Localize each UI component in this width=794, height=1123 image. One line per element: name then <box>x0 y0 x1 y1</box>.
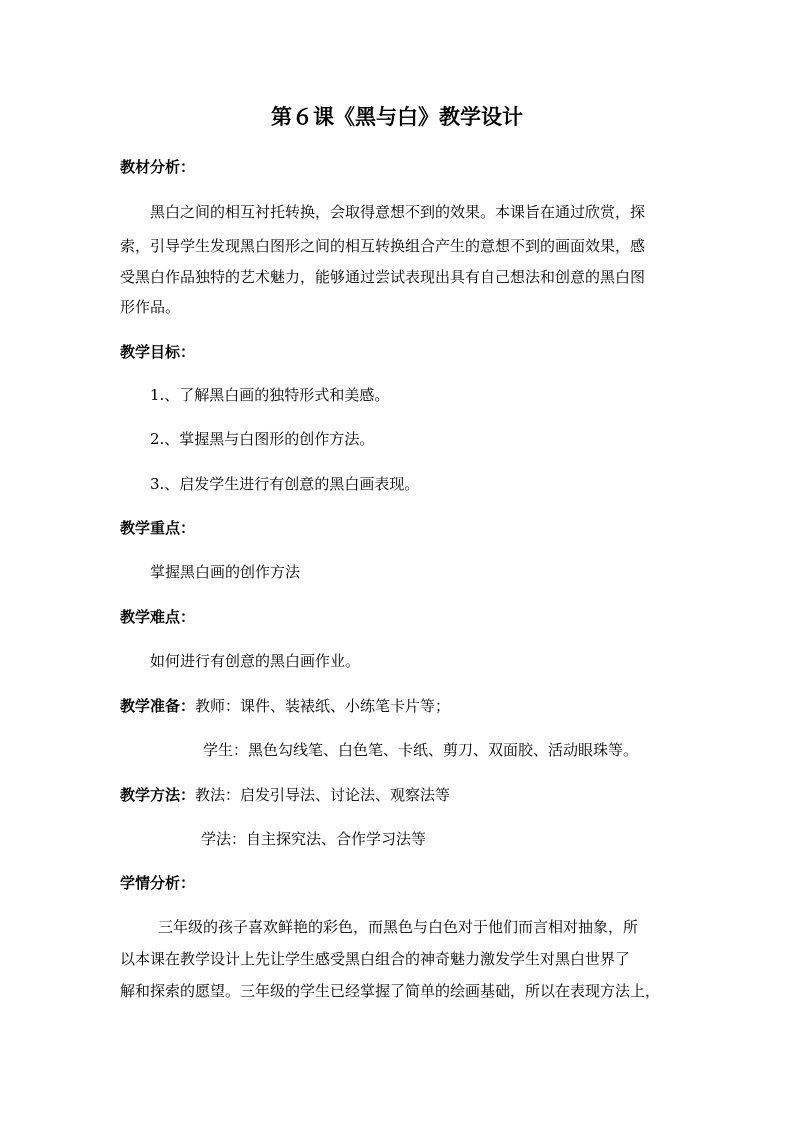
difficulty-heading: 教学难点： <box>120 608 196 626</box>
analysis-line-4: 形作品。 <box>120 298 181 316</box>
analysis-line-2: 索，引导学生发现黑白图形之间的相互转换组合产生的意想不到的画面效果，感 <box>120 237 646 255</box>
prep-teacher: 教师：课件、装裱纸、小练笔卡片等； <box>195 697 451 715</box>
method-teach: 教法：启发引导法、讨论法、观察法等 <box>195 786 451 804</box>
document-title: 第６课《黑与白》教学设计 <box>271 104 523 129</box>
key-text: 掌握黑白画的创作方法 <box>150 563 301 581</box>
student-line-3: 解和探索的愿望。三年级的学生已经掌握了简单的绘画基础，所以在表现方法上， <box>120 982 661 1000</box>
difficulty-text: 如何进行有创意的黑白画作业。 <box>150 652 361 670</box>
method-row <box>120 786 450 804</box>
student-line-2: 以本课在教学设计上先让学生感受黑白组合的神奇魅力激发学生对黑白世界了 <box>120 950 631 968</box>
goal-item-3: 3.、启发学生进行有创意的黑白画表现。 <box>150 475 420 493</box>
key-heading: 教学重点： <box>120 519 196 537</box>
student-line-1: 三年级的孩子喜欢鲜艳的彩色，而黑色与白色对于他们而言相对抽象，所 <box>158 918 639 936</box>
analysis-line-1: 黑白之间的相互衬托转换，会取得意想不到的效果。本课旨在通过欣赏，探 <box>150 203 646 221</box>
analysis-heading: 教材分析： <box>120 158 196 176</box>
goal-item-1: 1.、了解黑白画的独特形式和美感。 <box>150 386 390 404</box>
method-heading: 教学方法： <box>120 786 196 804</box>
goals-heading: 教学目标： <box>120 343 196 361</box>
prep-heading: 教学准备： <box>120 697 196 715</box>
prep-student: 学生：黑色勾线笔、白色笔、卡纸、剪刀、双面胶、活动眼珠等。 <box>203 741 639 759</box>
method-learn: 学法：自主探究法、合作学习法等 <box>201 830 427 848</box>
prep-row <box>120 697 450 715</box>
student-heading: 学情分析： <box>120 874 196 892</box>
goal-item-2: 2.、掌握黑与白图形的创作方法。 <box>150 430 375 448</box>
analysis-line-3: 受黑白作品独特的艺术魅力，能够通过尝试表现出具有自己想法和创意的黑白图 <box>120 268 646 286</box>
